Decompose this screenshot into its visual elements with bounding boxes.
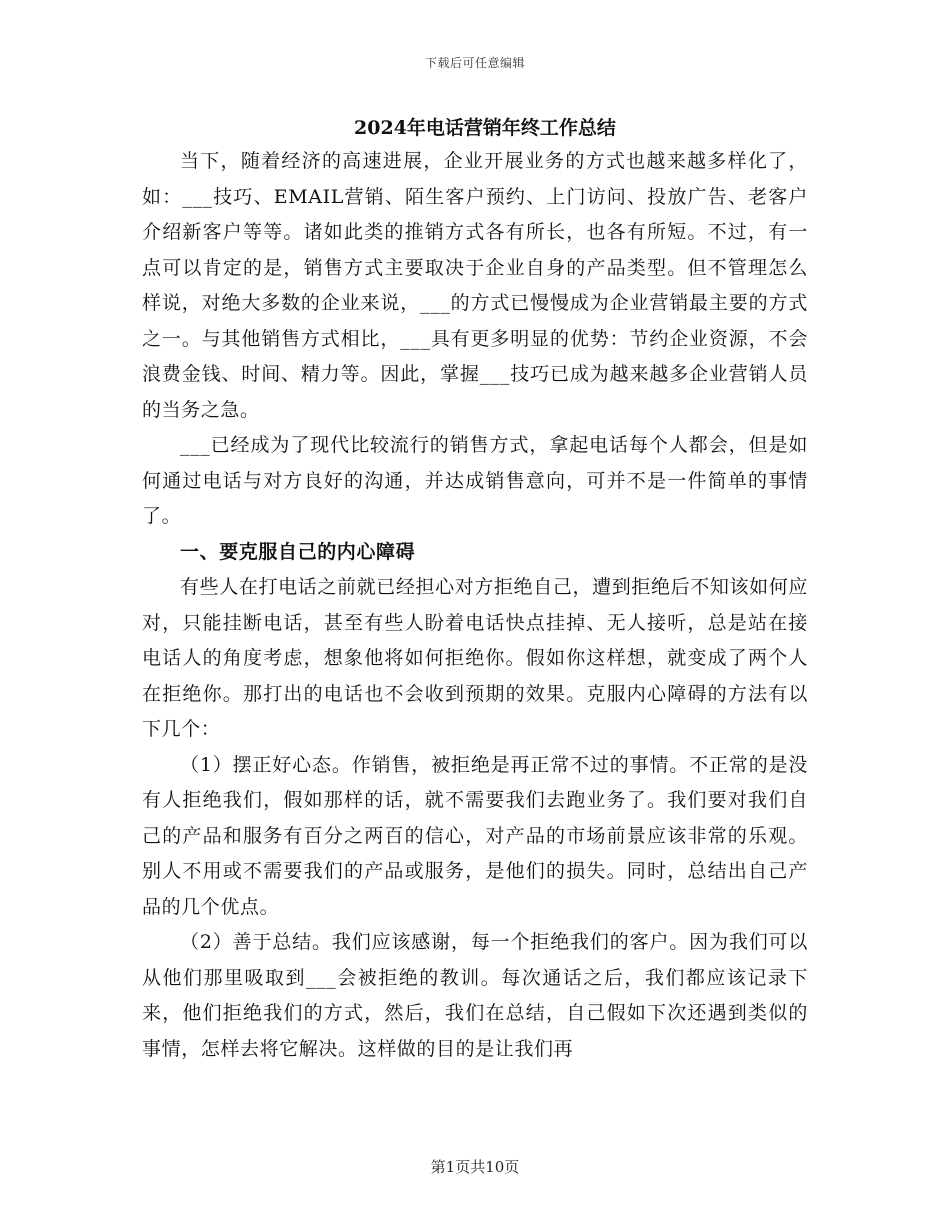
page-footer: 第1页共10页 [430,1158,520,1176]
document-title: 2024年电话营销年终工作总结 [354,117,616,139]
section1-paragraph-1: 有些人在打电话之前就已经担心对方拒绝自己，遭到拒绝后不知该如何应对，只能挂断电话，甚至有些人盼着电话快点挂掉、无人接听，总是站在接电话人的角度考虑，想象他将如何拒绝你。假如你这样想，就变成了两个人在拒绝你。那打出的电话也不会收到预期的效果。克服内心障碍的方法有以下几个： [142,576,808,740]
intro-paragraph-1: 当下，随着经济的高速进展，企业开展业务的方式也越来越多样化了，如：___技巧、EMAIL营销、陌生客户预约、上门访问、投放广告、老客户介绍新客户等等。诸如此类的推销方式各有所长，也各有所短。不过，有一点可以肯定的是，销售方式主要取决于企业自身的产品类型。但不管理怎么样说，对绝大多数的企业来说，___的方式已慢慢成为企业营销最主要的方式之一。与其他销售方式相比，___具有更多明显的优势：节约企业资源，不会浪费金钱、时间、精力等。因此，掌握___技巧已成为越来越多企业营销人员的当务之急。 [142,150,808,421]
section-heading-1: 一、要克服自己的内心障碍 [180,540,416,563]
page-header: 下载后可任意编辑 [424,56,525,70]
section1-paragraph-2: （1）摆正好心态。作销售，被拒绝是再正常不过的事情。不正常的是没有人拒绝我们，假如那样的话，就不需要我们去跑业务了。我们要对我们自己的产品和服务有百分之两百的信心，对产品的市场前景应该非常的乐观。别人不用或不需要我们的产品或服务，是他们的损失。同时，总结出自己产品的几个优点。 [142,753,808,918]
intro-paragraph-2: ___已经成为了现代比较流行的销售方式，拿起电话每个人都会，但是如何通过电话与对方良好的沟通，并达成销售意向，可并不是一件简单的事情了。 [142,434,808,527]
section1-paragraph-3: （2）善于总结。我们应该感谢，每一个拒绝我们的客户。因为我们可以从他们那里吸取到___会被拒绝的教训。每次通话之后，我们都应该记录下来，他们拒绝我们的方式，然后，我们在总结，自己假如下次还遇到类似的事情，怎样去将它解决。这样做的目的是让我们再 [142,931,808,1060]
document-body [142,112,808,1067]
